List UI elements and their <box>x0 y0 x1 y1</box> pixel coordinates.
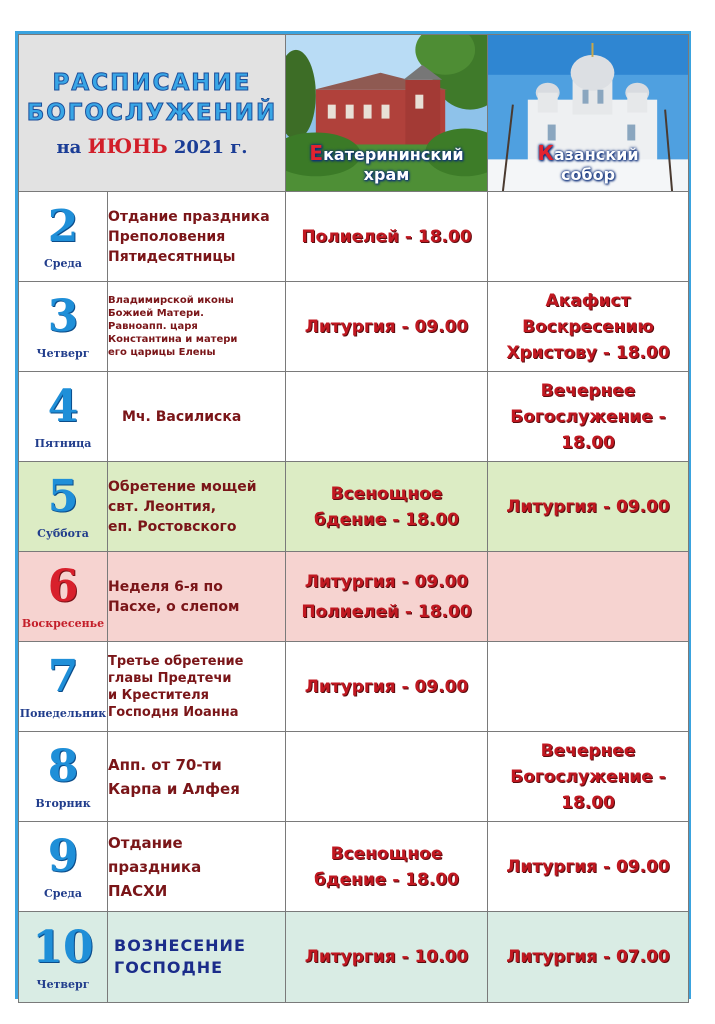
service-line: Полиелей - 18.00 <box>301 601 472 622</box>
service-line: Полиелей - 18.00 <box>301 226 472 247</box>
feast-line: его царицы Елены <box>108 347 216 359</box>
service-line: Вечернее <box>540 380 636 401</box>
day-cell <box>19 372 108 462</box>
service-line: Литургия - 09.00 <box>304 571 469 592</box>
feast-line: и Крестителя <box>108 687 209 703</box>
weekday: Четверг <box>36 347 90 361</box>
church1-service <box>286 822 488 912</box>
service-line: Богослужение - <box>510 766 666 787</box>
schedule-row <box>19 732 689 822</box>
feast-line: Преполовения <box>108 228 226 245</box>
feast-line: Неделя 6-я по <box>108 578 223 595</box>
feast-line: ПАСХИ <box>108 881 168 900</box>
church1-photo <box>286 35 488 192</box>
schedule-row <box>19 282 689 372</box>
feast-cell <box>108 462 286 552</box>
day-number: 10 <box>32 921 94 973</box>
feast-line: Отдание праздника <box>108 208 270 225</box>
service-line: Воскресению <box>522 316 654 337</box>
church1-service <box>286 552 488 642</box>
service-line: Литургия - 07.00 <box>506 947 670 968</box>
day-number: 4 <box>47 381 79 433</box>
day-cell <box>19 552 108 642</box>
service-line: Акафист <box>545 290 631 311</box>
church2-name-line2: собор <box>560 165 616 185</box>
day-number: 9 <box>47 831 79 883</box>
weekday: Среда <box>44 887 82 901</box>
weekday: Среда <box>44 257 82 271</box>
feast-line: главы Предтечи <box>108 670 232 686</box>
weekday: Вторник <box>35 797 91 811</box>
church1-service <box>286 732 488 822</box>
feast-line: свт. Леонтия, <box>108 498 217 515</box>
service-line: бдение - 18.00 <box>314 869 459 890</box>
church2-caption <box>488 143 688 185</box>
feast-line: Пасхе, о слепом <box>108 598 240 615</box>
feast-line: еп. Ростовского <box>108 518 237 535</box>
service-line: Литургия - 09.00 <box>304 316 469 337</box>
feast-line: Пятидесятницы <box>108 248 236 265</box>
church2-service <box>488 822 689 912</box>
service-line: Всенощное <box>330 483 443 504</box>
schedule-row <box>19 822 689 912</box>
weekday: Понедельник <box>19 707 107 721</box>
feast-cell <box>108 372 286 462</box>
title-line-1: РАСПИСАНИЕ <box>52 70 252 97</box>
feast-line: Божией Матери. <box>108 308 204 320</box>
header-row <box>19 35 689 192</box>
day-number: 6 <box>47 561 79 613</box>
schedule-row <box>19 462 689 552</box>
church1-name: катерининский <box>323 145 464 165</box>
service-line: Всенощное <box>330 843 443 864</box>
feast-line: Равноапп. царя <box>108 321 198 333</box>
feast-line: праздника <box>108 857 202 876</box>
feast-line: Карпа и Алфея <box>108 779 240 798</box>
church1-caption <box>286 143 487 185</box>
weekday: Воскресенье <box>21 617 105 631</box>
church1-name-line2: храм <box>363 165 410 185</box>
weekday: Суббота <box>37 527 89 541</box>
feast-cell <box>108 642 286 732</box>
day-cell <box>19 642 108 732</box>
day-number: 3 <box>47 291 79 343</box>
church2-service <box>488 912 689 1003</box>
day-cell <box>19 462 108 552</box>
church2-service <box>488 282 689 372</box>
church2-service <box>488 732 689 822</box>
title-block <box>19 35 286 192</box>
feast-line: Апп. от 70-ти <box>108 755 222 774</box>
schedule-row <box>19 912 689 1003</box>
feast-cell <box>108 822 286 912</box>
schedule-row <box>19 642 689 732</box>
feast-line: Владимирской иконы <box>108 295 234 307</box>
feast-cell <box>108 192 286 282</box>
subtitle <box>19 134 285 158</box>
schedule-row <box>19 192 689 282</box>
day-cell <box>19 282 108 372</box>
church1-service <box>286 912 488 1003</box>
day-number: 8 <box>47 741 79 793</box>
church1-service <box>286 642 488 732</box>
schedule-row <box>19 552 689 642</box>
subtitle-year: 2021 г. <box>173 137 248 159</box>
service-line: Литургия - 09.00 <box>304 676 469 697</box>
subtitle-month: ИЮНЬ <box>87 134 168 159</box>
feast-cell <box>108 552 286 642</box>
service-line: 18.00 <box>561 792 615 813</box>
church2-service <box>488 192 689 282</box>
church2-service <box>488 372 689 462</box>
day-cell <box>19 912 108 1003</box>
church1-service <box>286 282 488 372</box>
feast-line: Мч. Василиска <box>122 408 242 425</box>
feast-line: Обретение мощей <box>108 478 257 495</box>
day-number: 5 <box>47 471 79 523</box>
service-line: Литургия - 09.00 <box>506 856 670 877</box>
day-cell <box>19 732 108 822</box>
service-line: Литургия - 09.00 <box>506 496 670 517</box>
day-number: 2 <box>47 201 79 253</box>
feast-cell <box>108 912 286 1003</box>
schedule-table <box>18 34 689 1003</box>
subtitle-prefix: на <box>56 137 82 159</box>
weekday: Четверг <box>36 977 90 991</box>
feast-cell <box>108 282 286 372</box>
feast-line: Господня Иоанна <box>108 704 239 720</box>
feast-line: ГОСПОДНЕ <box>114 958 224 978</box>
church2-photo <box>488 35 689 192</box>
day-cell <box>19 822 108 912</box>
service-line: бдение - 18.00 <box>314 509 459 530</box>
church2-service <box>488 552 689 642</box>
church2-name: азанский <box>553 145 639 165</box>
feast-cell <box>108 732 286 822</box>
feast-line: Отдание <box>108 833 183 852</box>
feast-line: Константина и матери <box>108 334 238 346</box>
service-line: Литургия - 10.00 <box>304 947 469 968</box>
day-number: 7 <box>47 651 79 703</box>
church2-service <box>488 642 689 732</box>
schedule-row <box>19 372 689 462</box>
church1-initial: Е <box>309 141 324 166</box>
service-line: Христову - 18.00 <box>506 342 670 363</box>
feast-line: Третье обретение <box>108 653 244 669</box>
weekday: Пятница <box>34 437 92 451</box>
day-cell <box>19 192 108 282</box>
service-line: 18.00 <box>561 432 615 453</box>
service-line: Богослужение - <box>510 406 666 427</box>
title-line-2: БОГОСЛУЖЕНИЙ <box>26 100 278 127</box>
feast-line: ВОЗНЕСЕНИЕ <box>114 936 246 956</box>
church1-service <box>286 192 488 282</box>
church1-service <box>286 462 488 552</box>
service-line: Вечернее <box>540 740 636 761</box>
church1-service <box>286 372 488 462</box>
church2-service <box>488 462 689 552</box>
church2-initial: К <box>537 141 554 166</box>
